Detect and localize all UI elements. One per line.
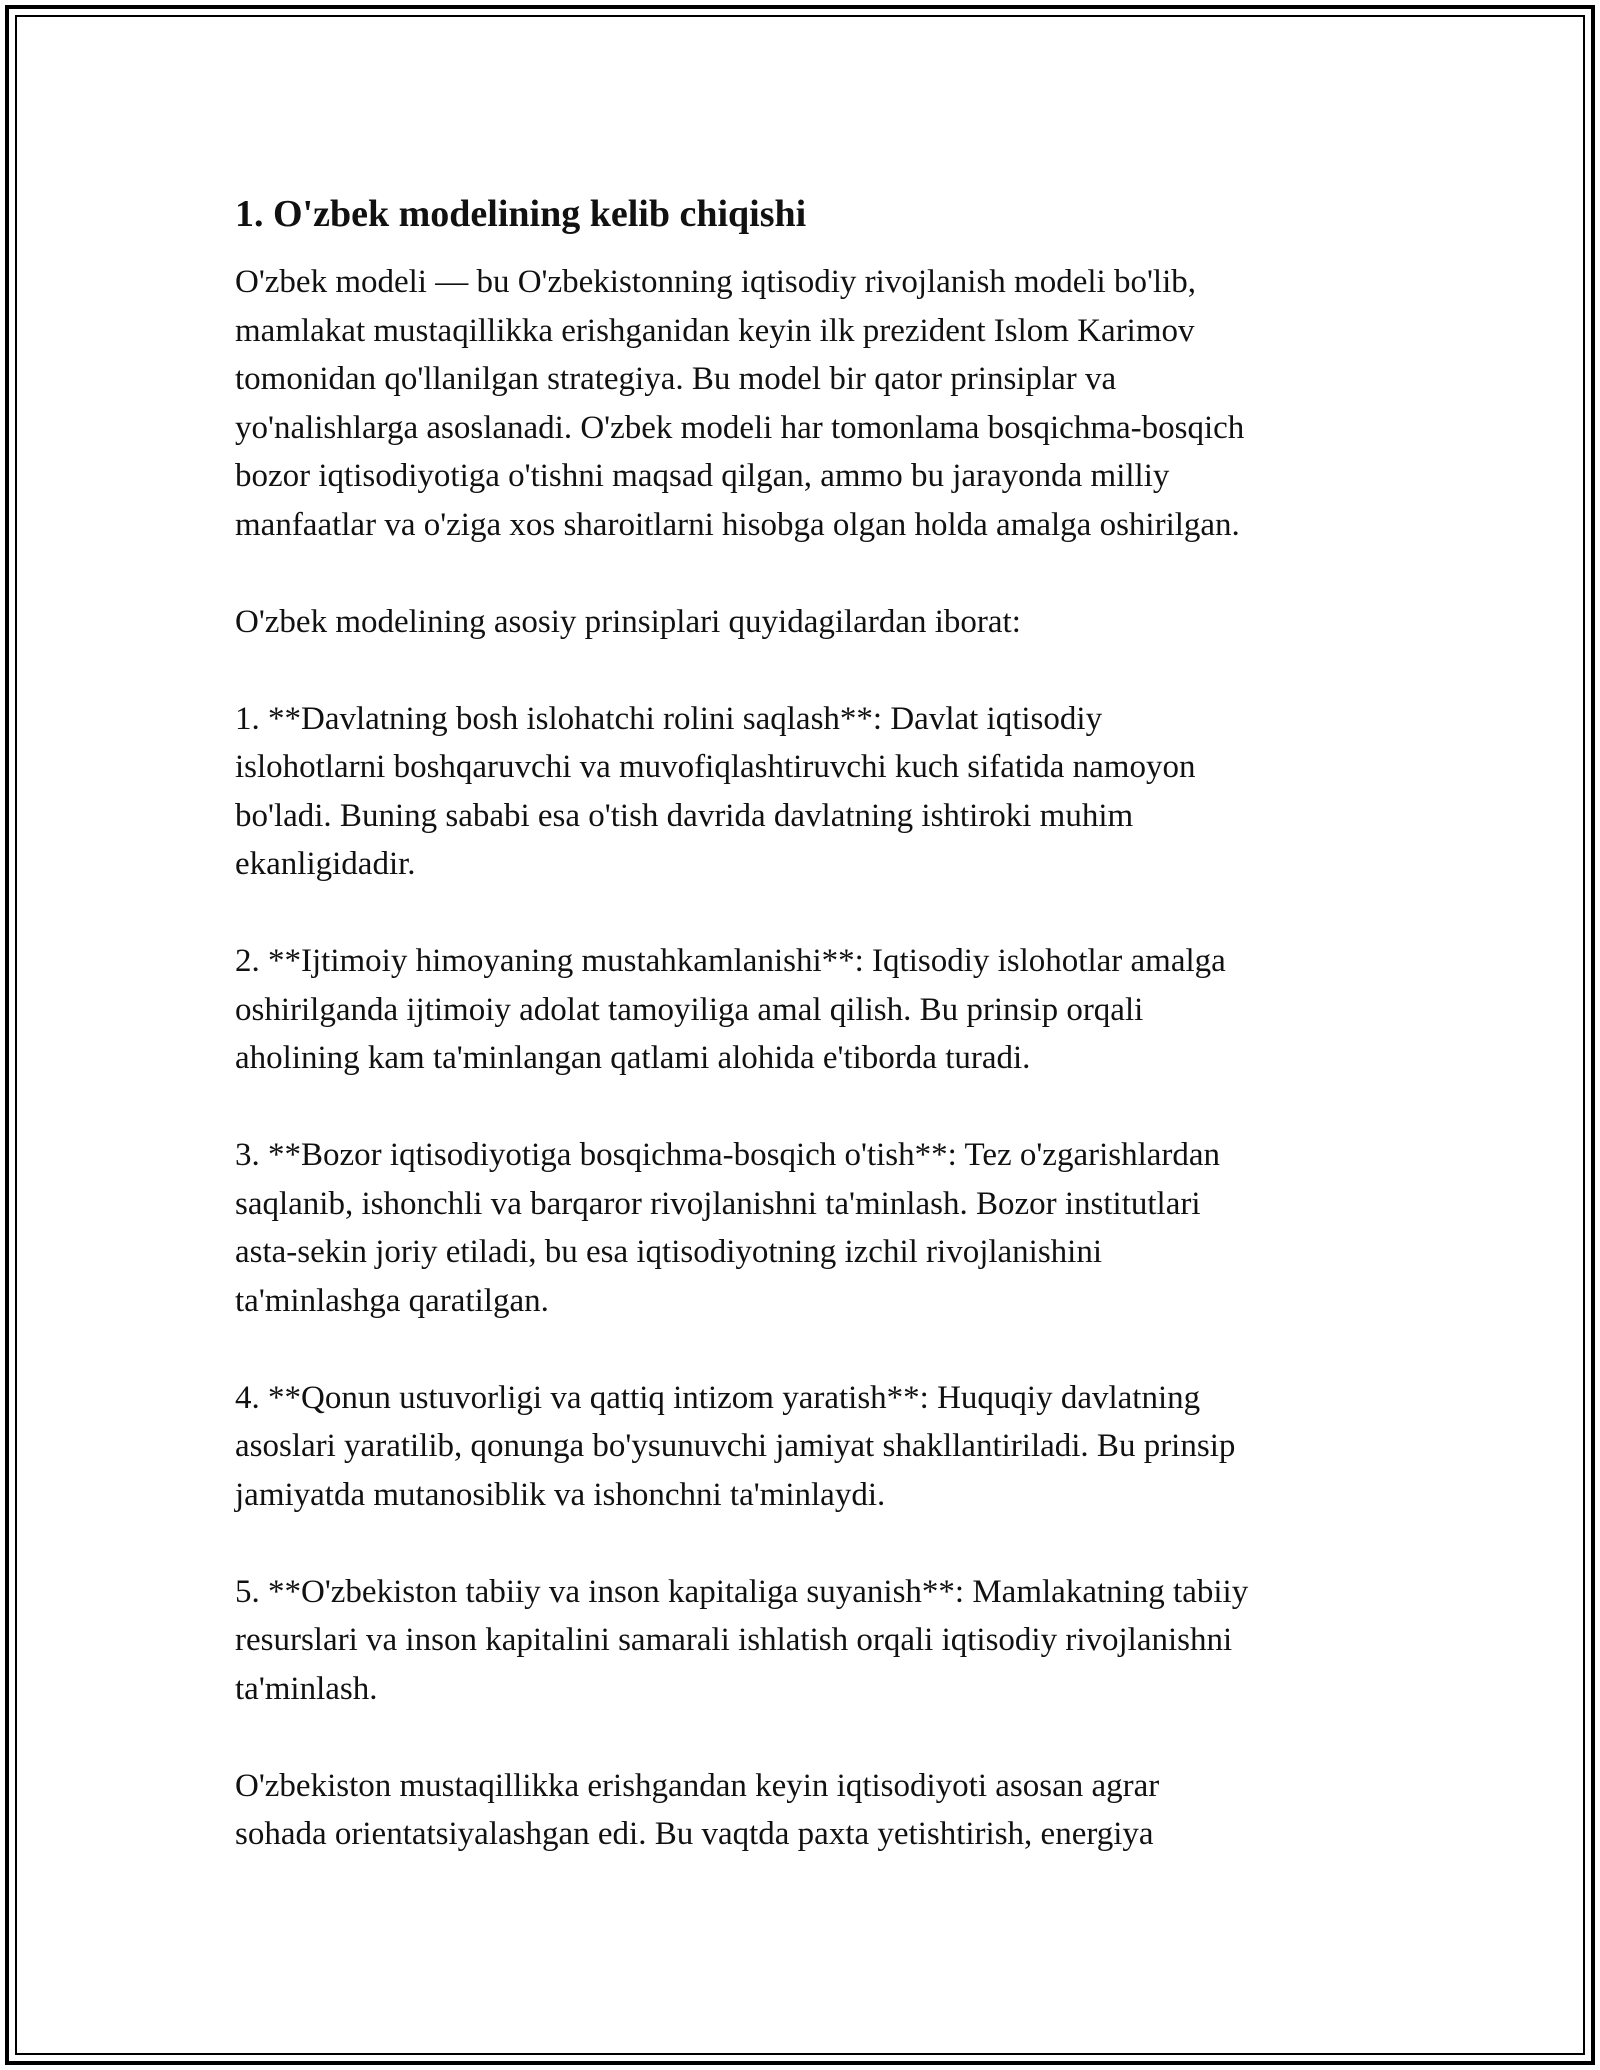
text-line: bozor iqtisodiyotiga o'tishni maqsad qilgan, ammo bu jarayonda milliy [235,458,1170,494]
text-line: aholining kam ta'minlangan qatlami alohida e'tiborda turadi. [235,1040,1031,1076]
text-line: mamlakat mustaqillikka erishganidan keyin ilk prezident Islom Karimov [235,312,1195,349]
text-line: O'zbek modeli — bu O'zbekistonning iqtisodiy rivojlanish modeli bo'lib, [235,264,1196,300]
text-line: 2. **Ijtimoiy himoyaning mustahkamlanishi**: Iqtisodiy islohotlar amalga [235,943,1226,979]
section-heading: 1. O'zbek modelining kelib chiqishi [235,193,807,235]
text-line: asta-sekin joriy etiladi, bu esa iqtisodiyotning izchil rivojlanishini [235,1234,1103,1270]
text-line: ekanligidadir. [235,846,416,882]
principle-5-paragraph [235,1568,1370,1714]
closing-paragraph [235,1762,1370,1859]
text-line: 1. **Davlatning bosh islohatchi rolini saqlash**: Davlat iqtisodiy [235,700,1103,737]
text-line: saqlanib, ishonchli va barqaror rivojlanishni ta'minlash. Bozor institutlari [235,1185,1201,1222]
text-line: yo'nalishlarga asoslanadi. O'zbek modeli har tomonlama bosqichma-bosqich [235,409,1245,446]
intro-paragraph [235,258,1370,549]
principle-2-paragraph [235,937,1370,1083]
text-line: 3. **Bozor iqtisodiyotiga bosqichma-bosqich o'tish**: Tez o'zgarishlardan [235,1137,1221,1173]
text-line: O'zbekiston mustaqillikka erishgandan keyin iqtisodiyoti asosan agrar [235,1767,1160,1804]
text-line: ta'minlashga qaratilgan. [235,1282,549,1319]
principle-3-paragraph [235,1131,1370,1325]
text-line: 4. **Qonun ustuvorligi va qattiq intizom yaratish**: Huquqiy davlatning [235,1379,1201,1416]
principle-1-paragraph [235,695,1370,889]
text-line: islohotlarni boshqaruvchi va muvofiqlashtiruvchi kuch sifatida namoyon [235,749,1196,785]
text-line: sohada orientatsiyalashgan edi. Bu vaqtda paxta yetishtirish, energiya [235,1816,1154,1852]
text-line: oshirilganda ijtimoiy adolat tamoyiliga amal qilish. Bu prinsip orqali [235,991,1144,1028]
text-line: bo'ladi. Buning sababi esa o'tish davrida davlatning ishtiroki muhim [235,797,1134,834]
text-line: tomonidan qo'llanilgan strategiya. Bu model bir qator prinsiplar va [235,361,1117,397]
text-line: ta'minlash. [235,1670,378,1707]
text-line: resurslari va inson kapitalini samarali ishlatish orqali iqtisodiy rivojlanishni [235,1622,1233,1658]
text-line: manfaatlar va o'ziga xos sharoitlarni hisobga olgan holda amalga oshirilgan. [235,506,1240,543]
text-line: asoslari yaratilib, qonunga bo'ysunuvchi jamiyat shakllantiriladi. Bu prinsip [235,1428,1236,1464]
text-line: 5. **O'zbekiston tabiiy va inson kapitaliga suyanish**: Mamlakatning tabiiy [235,1573,1249,1610]
principles-intro-paragraph [235,598,1370,647]
principle-4-paragraph [235,1374,1370,1520]
text-line: jamiyatda mutanosiblik va ishonchni ta'minlaydi. [235,1476,886,1513]
text-line: O'zbek modelining asosiy prinsiplari quyidagilardan iborat: [235,603,1021,640]
document-body [235,188,1370,1907]
